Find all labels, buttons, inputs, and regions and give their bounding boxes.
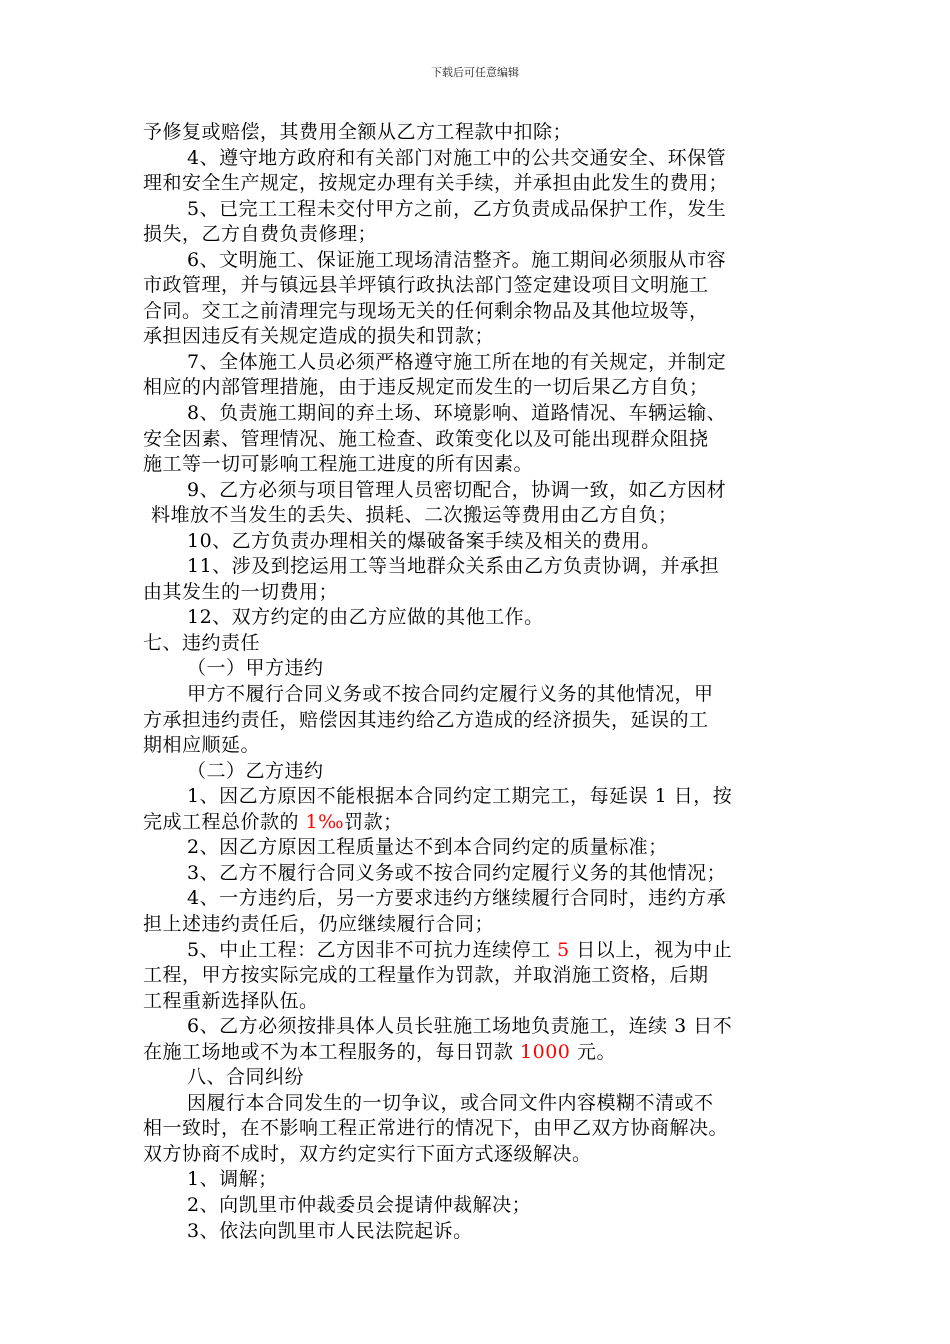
text-line: 因履行本合同发生的一切争议，或合同文件内容模糊不清或不 <box>187 1091 714 1114</box>
text-line: 甲方不履行合同义务或不按合同约定履行义务的其他情况，甲 <box>187 683 714 706</box>
text-line: 4、遵守地方政府和有关部门对施工中的公共交通安全、环保管 <box>187 146 727 169</box>
text-line: 6、文明施工、保证施工现场清洁整齐。施工期间必须服从市容 <box>187 248 727 271</box>
text-line: 损失，乙方自费负责修理； <box>143 223 378 246</box>
text-segment: 5、中止工程：乙方因非不可抗力连续停工 <box>187 938 558 961</box>
text-line: 10、乙方负责办理相关的爆破备案手续及相关的费用。 <box>187 529 661 552</box>
text-line: 1、因乙方原因不能根据本合同约定工期完工，每延误 1 日，按 <box>187 785 733 808</box>
text-line: 理和安全生产规定，按规定办理有关手续，并承担由此发生的费用； <box>143 172 729 195</box>
section-heading: 八、合同纠纷 <box>187 1066 305 1089</box>
text-line <box>143 1040 813 1066</box>
text-line: 6、乙方必须按排具体人员长驻施工场地负责施工，连续 3 日不 <box>187 1015 733 1038</box>
text-line: 工程重新选择队伍。 <box>143 989 319 1012</box>
text-line: 施工等一切可影响工程施工进度的所有因素。 <box>143 453 534 476</box>
text-line: 3、乙方不履行合同义务或不按合同约定履行义务的其他情况； <box>187 861 727 884</box>
text-line: 4、一方违约后，另一方要求违约方继续履行合同时，违约方承 <box>187 887 727 910</box>
text-line: 3、依法向凯里市人民法院起诉。 <box>187 1219 473 1242</box>
highlighted-value: 1‰ <box>305 810 345 833</box>
text-segment: 元。 <box>570 1040 616 1063</box>
text-line: 11、涉及到挖运用工等当地群众关系由乙方负责协调，并承担 <box>187 555 720 578</box>
text-line: 相应的内部管理措施，由于违反规定而发生的一切后果乙方自负； <box>143 376 709 399</box>
text-line: 7、全体施工人员必须严格遵守施工所在地的有关规定，并制定 <box>187 350 727 373</box>
text-line: 5、已完工工程未交付甲方之前，乙方负责成品保护工作，发生 <box>187 197 727 220</box>
text-line: 市政管理，并与镇远县羊坪镇行政执法部门签定建设项目文明施工 <box>143 274 709 297</box>
text-line: 9、乙方必须与项目管理人员密切配合，协调一致，如乙方因材 <box>187 478 727 501</box>
text-line: 双方协商不成时，双方约定实行下面方式逐级解决。 <box>143 1142 592 1165</box>
text-segment: 完成工程总价款的 <box>143 810 306 833</box>
highlighted-value: 1000 <box>520 1040 571 1063</box>
text-line: 方承担违约责任，赔偿因其违约给乙方造成的经济损失，延误的工 <box>143 708 709 731</box>
text-segment: 罚款； <box>344 810 403 833</box>
text-line: 由其发生的一切费用； <box>143 580 339 603</box>
text-line: 8、负责施工期间的弃土场、环境影响、道路情况、车辆运输、 <box>187 402 727 425</box>
text-segment: 在施工场地或不为本工程服务的，每日罚款 <box>143 1040 521 1063</box>
text-line: 担上述违约责任后，仍应继续履行合同； <box>143 912 495 935</box>
text-line: 合同。交工之前清理完与现场无关的任何剩余物品及其他垃圾等， <box>143 299 709 322</box>
text-line: 料堆放不当发生的丢失、损耗、二次搬运等费用由乙方自负； <box>151 504 678 527</box>
subsection-heading: （一）甲方违约 <box>187 657 324 680</box>
text-line: 期相应顺延。 <box>143 734 261 757</box>
text-line: 12、双方约定的由乙方应做的其他工作。 <box>187 606 544 629</box>
text-line: 相一致时，在不影响工程正常进行的情况下，由甲乙双方协商解决。 <box>143 1117 729 1140</box>
page-header: 下载后可任意编辑 <box>431 66 519 79</box>
text-segment: 日以上，视为中止 <box>569 938 733 961</box>
text-line <box>143 938 813 964</box>
text-line: 工程，甲方按实际完成的工程量作为罚款，并取消施工资格，后期 <box>143 964 709 987</box>
text-line: 1、调解； <box>187 1168 278 1191</box>
subsection-heading: （二）乙方违约 <box>187 759 324 782</box>
highlighted-value: 5 <box>557 938 570 961</box>
text-line: 安全因素、管理情况、施工检查、政策变化以及可能出现群众阻挠 <box>143 427 709 450</box>
document-body <box>143 120 813 1244</box>
section-heading: 七、违约责任 <box>143 631 261 654</box>
text-line: 2、向凯里市仲裁委员会提请仲裁解决； <box>187 1193 532 1216</box>
text-line: 承担因违反有关规定造成的损失和罚款； <box>143 325 495 348</box>
text-line: 2、因乙方原因工程质量达不到本合同约定的质量标准； <box>187 836 668 859</box>
text-line: 予修复或赔偿，其费用全额从乙方工程款中扣除； <box>143 121 573 143</box>
text-line <box>143 810 813 836</box>
